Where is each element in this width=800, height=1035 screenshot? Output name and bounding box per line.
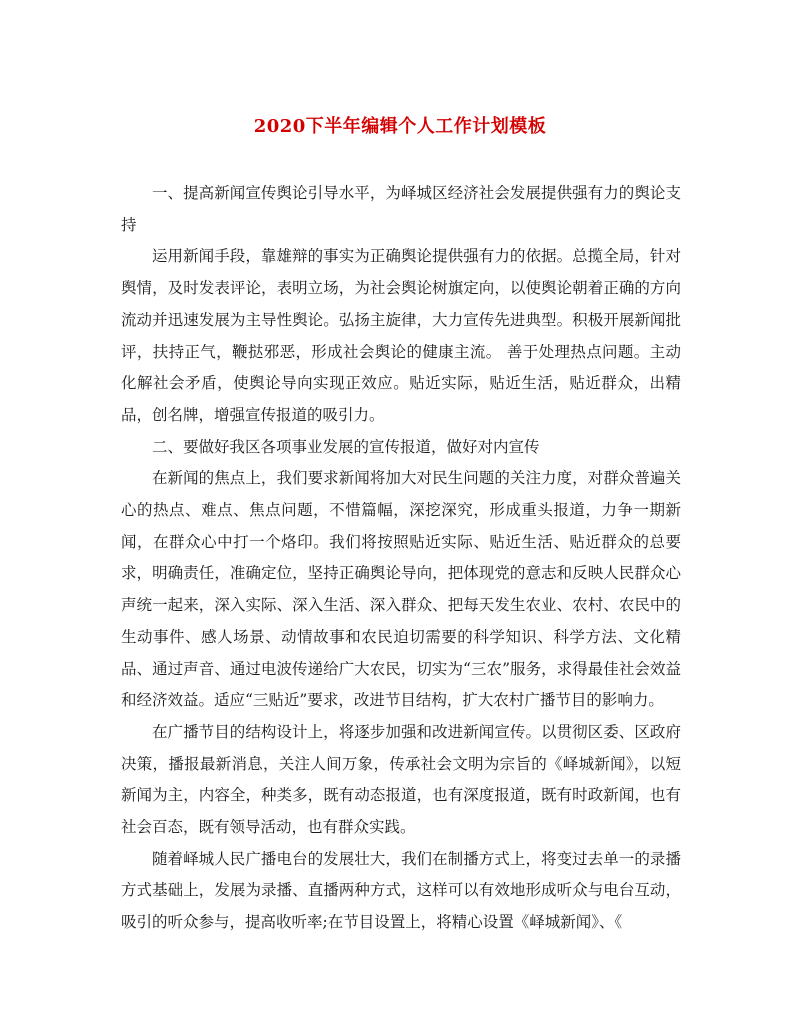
paragraph: 随着峄城人民广播电台的发展壮大，我们在制播方式上，将变过去单一的录播方式基础上，发展为录播、直播两种方式，这样可以有效地形成听众与电台互动，吸引的听众参与，提高收听率;在节目设置上，将精心设置《峄城新闻》、《: [121, 849, 681, 932]
document-body: [121, 178, 681, 939]
paragraph-heading-1: 一、提高新闻宣传舆论引导水平，为峄城区经济社会发展提供强有力的舆论支持: [121, 184, 681, 234]
paragraph: 运用新闻手段，靠雄辩的事实为正确舆论提供强有力的依据。总揽全局，针对舆情，及时发表评论，表明立场，为社会舆论树旗定向，以使舆论朝着正确的方向流动并迅速发展为主导性舆论。弘扬主旋律，大力宣传先进典型。积极开展新闻批评，扶持正气，鞭挞邪恶，形成社会舆论的健康主流。 善于处理热点问题。主动化解社会矛盾，使舆论导向实现正效应。贴近实际，贴近生活，贴近群众，出精品，创名牌，增强宣传报道的吸引力。: [121, 247, 681, 424]
paragraph-heading-2: 二、要做好我区各项事业发展的宣传报道，做好对内宣传: [152, 437, 540, 456]
document-title: 2020下半年编辑个人工作计划模板: [253, 116, 547, 137]
paragraph: 在广播节目的结构设计上，将逐步加强和改进新闻宣传。以贯彻区委、区政府决策，播报最新消息，关注人间万象，传承社会文明为宗旨的《峄城新闻》，以短新闻为主，内容全，种类多，既有动态报道，也有深度报道，既有时政新闻，也有社会百态，既有领导活动，也有群众实践。: [121, 722, 681, 837]
paragraph: 在新闻的焦点上，我们要求新闻将加大对民生问题的关注力度，对群众普遍关心的热点、难点、焦点问题，不惜篇幅，深挖深究，形成重头报道，力争一期新闻，在群众心中打一个烙印。我们将按照贴近实际、贴近生活、贴近群众的总要求，明确责任，准确定位，坚持正确舆论导向，把体现党的意志和反映人民群众心声统一起来，深入实际、深入生活、深入群众、把每天发生农业、农村、农民中的生动事件、感人场景、动情故事和农民迫切需要的科学知识、科学方法、文化精品、通过声音、通过电波传递给广大农民，切实为“三农”服务，求得最佳社会效益和经济效益。适应“三贴近”要求，改进节目结构，扩大农村广播节目的影响力。: [121, 469, 681, 710]
